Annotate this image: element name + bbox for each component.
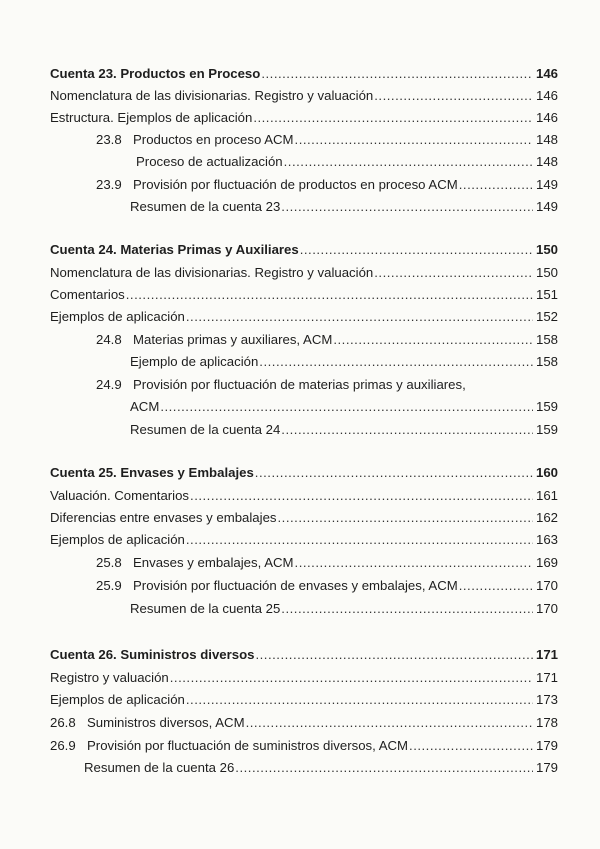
dot-leader [295, 132, 533, 148]
dot-leader [409, 738, 533, 754]
toc-entry-title: Ejemplo de aplicación [130, 354, 259, 369]
toc-page-number: 170 [535, 601, 558, 616]
toc-entry-title: Diferencias entre envases y embalajes [50, 510, 277, 525]
toc-section-number: 25.9 [96, 578, 122, 593]
toc-section-number: 24.8 [96, 332, 122, 347]
toc-entry-title: Valuación. Comentarios [50, 488, 190, 503]
toc-page-number: 152 [535, 309, 558, 324]
toc-entry-title: Cuenta 23. Productos en Proceso [50, 66, 261, 81]
toc-page-number: 170 [535, 578, 558, 593]
toc-entry-title: Provisión por fluctuación de materias primas y auxiliares, [133, 377, 466, 392]
toc-entry-title: Provisión por fluctuación de productos en proceso ACM [133, 177, 458, 192]
toc-entry [50, 309, 558, 325]
dot-leader [281, 601, 533, 617]
toc-entry-title: Envases y embalajes, ACM [133, 555, 294, 570]
dot-leader [459, 177, 533, 193]
dot-leader [374, 88, 533, 104]
toc-entry [50, 488, 558, 504]
dot-leader [126, 287, 533, 303]
dot-leader [170, 670, 533, 686]
toc-entry [96, 332, 558, 348]
toc-section-number: 24.9 [96, 377, 122, 392]
toc-page-number: 150 [535, 265, 558, 280]
toc-page-number: 146 [535, 66, 558, 81]
toc-entry-title: Nomenclatura de las divisionarias. Registro y valuación [50, 265, 374, 280]
toc-page-number: 171 [535, 670, 558, 685]
toc-chapter-heading [50, 66, 558, 82]
toc-entry [50, 692, 558, 708]
toc-entry-title: Cuenta 24. Materias Primas y Auxiliares [50, 242, 299, 257]
toc-entry [50, 510, 558, 526]
dot-leader [186, 692, 533, 708]
dot-leader [459, 578, 533, 594]
toc-entry [136, 154, 558, 170]
toc-entry [130, 354, 558, 370]
dot-leader [235, 760, 533, 776]
toc-entry [50, 532, 558, 548]
toc-page-number: 158 [535, 332, 558, 347]
toc-entry-title: Ejemplos de aplicación [50, 532, 185, 547]
toc-section-number: 23.8 [96, 132, 122, 147]
toc-page-number: 148 [535, 132, 558, 147]
dot-leader [374, 265, 533, 281]
toc-entry [96, 555, 558, 571]
toc-entry-title: Registro y valuación [50, 670, 169, 685]
toc-page-number: 160 [535, 465, 558, 480]
toc-chapter-heading [50, 242, 558, 258]
dot-leader [259, 354, 533, 370]
toc-entry [84, 760, 558, 776]
toc-entry-title: Ejemplos de aplicación [50, 309, 185, 324]
toc-entry [130, 399, 558, 415]
toc-entry-title: Resumen de la cuenta 25 [130, 601, 281, 616]
dot-leader [300, 242, 533, 258]
dot-leader [261, 66, 533, 82]
dot-leader [255, 647, 533, 663]
toc-entry [50, 110, 558, 126]
toc-entry-title: Resumen de la cuenta 24 [130, 422, 281, 437]
toc-page-number: 159 [535, 422, 558, 437]
dot-leader [160, 399, 533, 415]
toc-entry-title: Proceso de actualización [136, 154, 283, 169]
toc-entry-title: Resumen de la cuenta 26 [84, 760, 235, 775]
toc-entry-title: Provisión por fluctuación de suministros diversos, ACM [87, 738, 409, 753]
dot-leader [186, 309, 533, 325]
toc-entry [50, 670, 558, 686]
dot-leader [246, 715, 533, 731]
toc-entry-title: Comentarios [50, 287, 125, 302]
toc-entry [130, 199, 558, 215]
toc-entry-title: ACM [130, 399, 160, 414]
toc-page-number: 163 [535, 532, 558, 547]
toc-entry-title: Estructura. Ejemplos de aplicación [50, 110, 253, 125]
toc-section-number: 23.9 [96, 177, 122, 192]
toc-page-number: 146 [535, 88, 558, 103]
dot-leader [190, 488, 533, 504]
toc-entry [96, 177, 558, 193]
dot-leader [284, 154, 533, 170]
toc-entry [96, 377, 558, 393]
toc-page-number: 179 [535, 760, 558, 775]
toc-entry-title: Cuenta 25. Envases y Embalajes [50, 465, 254, 480]
dot-leader [255, 465, 533, 481]
toc-page-number: 161 [535, 488, 558, 503]
toc-page-number: 169 [535, 555, 558, 570]
toc-page-number: 151 [535, 287, 558, 302]
toc-entry-title: Suministros diversos, ACM [87, 715, 245, 730]
toc-section-number: 26.8 [50, 715, 76, 730]
dot-leader [295, 555, 533, 571]
toc-entry [130, 422, 558, 438]
toc-entry [50, 265, 558, 281]
toc-chapter-heading [50, 465, 558, 481]
toc-page-number: 162 [535, 510, 558, 525]
toc-entry [50, 738, 558, 754]
toc-entry-title: Materias primas y auxiliares, ACM [133, 332, 333, 347]
toc-page-number: 178 [535, 715, 558, 730]
toc-entry [50, 287, 558, 303]
toc-entry-title: Cuenta 26. Suministros diversos [50, 647, 255, 662]
toc-page-number: 158 [535, 354, 558, 369]
dot-leader [281, 199, 533, 215]
toc-entry-title: Ejemplos de aplicación [50, 692, 185, 707]
toc-page-number: 159 [535, 399, 558, 414]
toc-page-number: 149 [535, 199, 558, 214]
toc-page-number: 148 [535, 154, 558, 169]
dot-leader [278, 510, 533, 526]
toc-entry-title: Provisión por fluctuación de envases y embalajes, ACM [133, 578, 458, 593]
toc-entry [96, 578, 558, 594]
toc-page-number: 150 [535, 242, 558, 257]
toc-section-number: 26.9 [50, 738, 76, 753]
toc-entry [50, 88, 558, 104]
toc-entry [130, 601, 558, 617]
dot-leader [333, 332, 533, 348]
toc-page-number: 146 [535, 110, 558, 125]
toc-section-number: 25.8 [96, 555, 122, 570]
toc-entry-title: Productos en proceso ACM [133, 132, 294, 147]
toc-page-number: 171 [535, 647, 558, 662]
toc-entry-title: Resumen de la cuenta 23 [130, 199, 281, 214]
toc-page-number: 149 [535, 177, 558, 192]
dot-leader [281, 422, 533, 438]
toc-chapter-heading [50, 647, 558, 663]
toc-entry [50, 715, 558, 731]
dot-leader [186, 532, 533, 548]
toc-page-number: 173 [535, 692, 558, 707]
toc-entry [96, 132, 558, 148]
toc-page-number: 179 [535, 738, 558, 753]
dot-leader [253, 110, 533, 126]
toc-entry-title: Nomenclatura de las divisionarias. Registro y valuación [50, 88, 374, 103]
